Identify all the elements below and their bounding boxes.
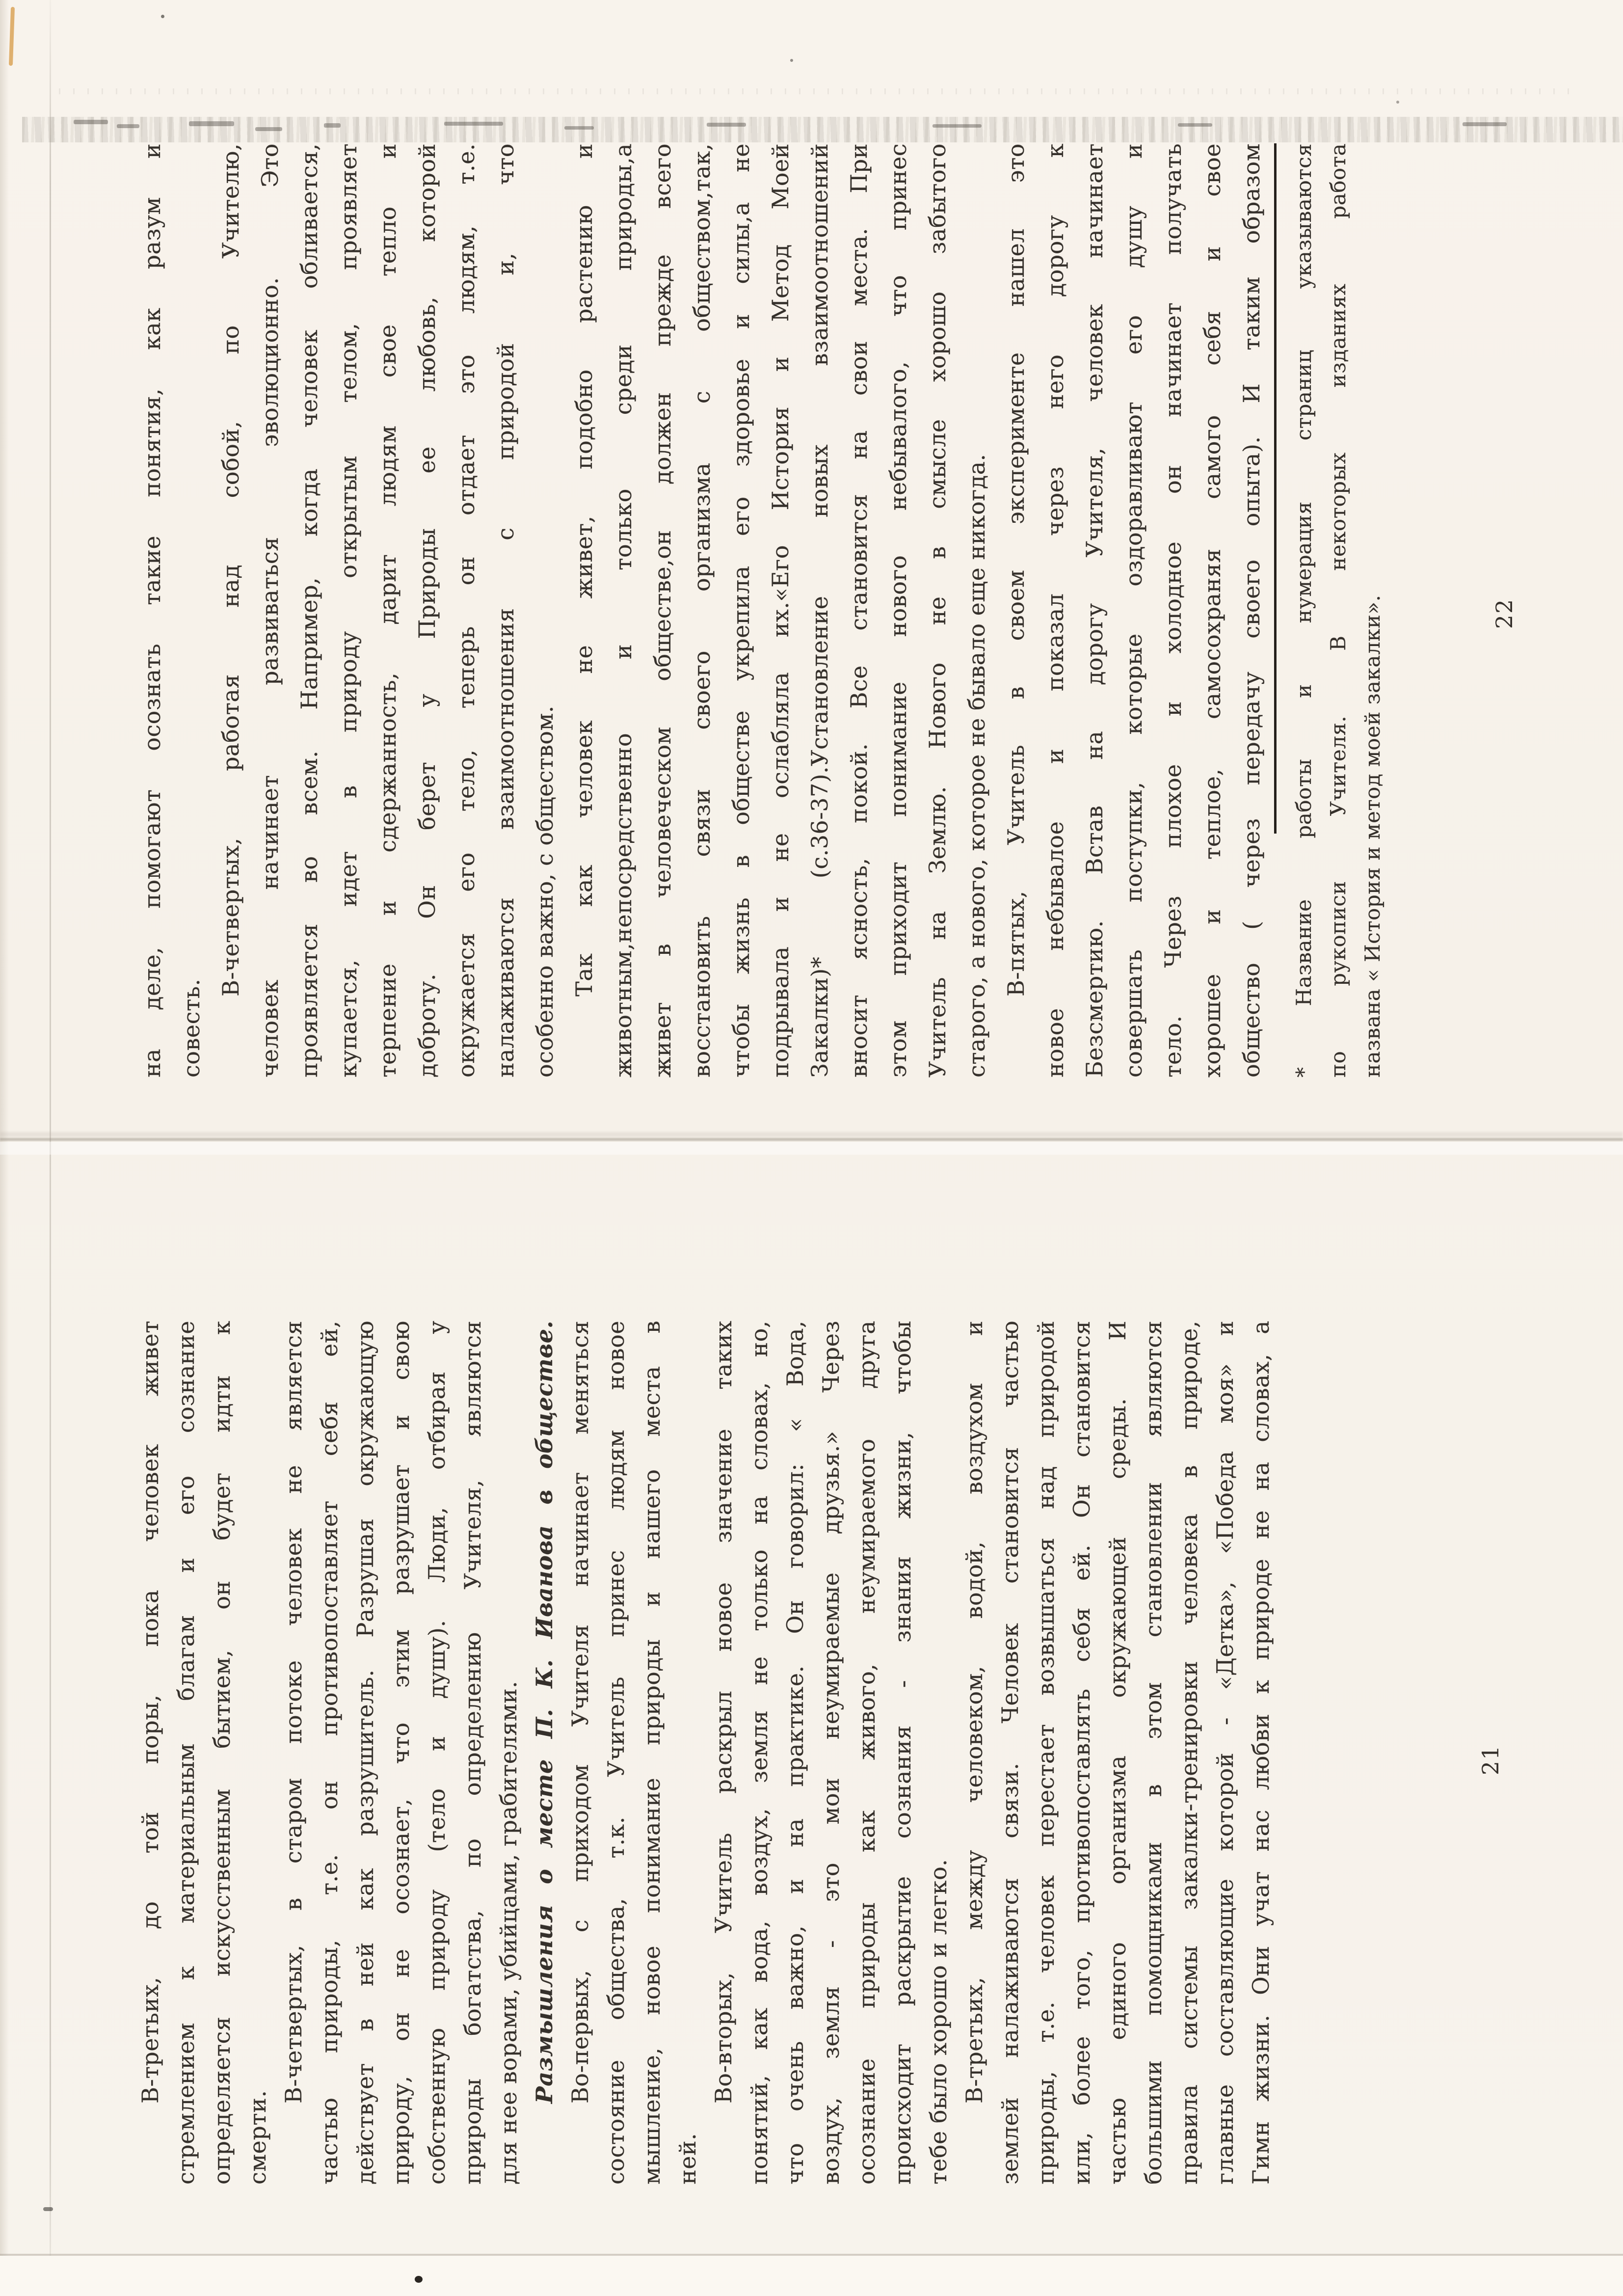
text-line: или, более того, противопоставлять себя ей. Он становится	[1068, 1321, 1095, 2185]
text-line: собственную природу (тело и душу). Люди, отбирая у	[424, 1321, 450, 2185]
text-line: ней.	[674, 2133, 701, 2185]
text-line: В-пятых, Учитель в своем эксперименте нашел это	[1003, 143, 1029, 997]
ink-speck	[161, 15, 164, 18]
fold-crease-horizontal	[0, 1132, 1623, 1137]
noise-dash	[117, 124, 139, 128]
text-line: для нее ворами, убийцами, грабителями.	[495, 1680, 522, 2185]
text-line: Во-вторых, Учитель раскрыл новое значение таких	[710, 1321, 737, 2104]
text-line: чтобы жизнь в обществе укрепила его здоровье и силы,а не	[728, 143, 754, 1078]
text-line: купается, идет в природу открытым телом, проявляет	[335, 143, 362, 1078]
text-line: главные составляющие которой - «Детка», «Победа моя» и	[1212, 1321, 1238, 2185]
text-line: осознание природы как живого, неумираемого друга	[853, 1321, 880, 2185]
ink-speck	[415, 2276, 423, 2283]
page-number-22: 22	[1491, 598, 1517, 629]
text-line: человек начинает развиваться эволюционно. Это	[257, 143, 283, 1078]
text-line: старого, а нового, которое не бывало еще никогда.	[963, 454, 990, 1078]
noise-dash	[444, 122, 503, 126]
text-line: доброту. Он берет у Природы ее любовь, которой	[414, 143, 440, 1078]
text-line: понятий, как вода, воздух, земля не только на словах, но,	[746, 1321, 772, 2185]
noise-dash	[564, 126, 594, 130]
page-22-footnote	[1287, 143, 1390, 1078]
text-line: происходит раскрытие сознания - знания жизни, чтобы	[889, 1321, 916, 2185]
text-line: проявляется во всем. Например, когда человек обливается,	[296, 143, 322, 1078]
text-line: этом приходит понимание нового небывалого, что принес	[885, 143, 911, 1078]
text-line: частью природы, т.е. он противопоставляет себя ей,	[316, 1321, 343, 2185]
text-line: землей налаживаются связи. Человек становится частью	[997, 1321, 1023, 2185]
text-line: Закалки)* (с.36-37).Установление новых взаимоотношений	[806, 143, 833, 1078]
ink-speck	[790, 59, 793, 62]
noise-dash	[1463, 122, 1507, 126]
noise-dash	[189, 121, 234, 126]
page-number-21: 21	[1477, 1744, 1504, 1776]
text-line: живет в человеческом обществе,он должен прежде всего	[649, 143, 676, 1078]
book-page-21	[133, 1281, 1536, 2239]
section-heading: Размышления о месте П. К. Иванова в обществе.	[531, 1321, 558, 2104]
noise-dash	[932, 124, 982, 128]
text-line: стремлением к материальным благам и его сознание	[173, 1321, 199, 2185]
page-21-text-column	[133, 1281, 1279, 2239]
text-line: природу, он не осознает, что этим разрушает и свою	[388, 1321, 414, 2185]
text-line: вносит ясность, покой. Все становится на свои места. При	[846, 143, 872, 1078]
text-line: В-третьих, до той поры, пока человек живет	[137, 1321, 163, 2104]
text-line: правила системы закалки-тренировки человека в природе,	[1176, 1321, 1202, 2185]
ink-speck	[1396, 101, 1399, 104]
text-line: Во-первых, с приходом Учителя начинает меняться	[567, 1321, 593, 2104]
text-line: тебе было хорошо и легко.	[925, 1859, 952, 2185]
text-line: названа « История и метод моей закалки».	[1360, 594, 1384, 1078]
edge-stain	[9, 7, 15, 66]
text-line: воздух, земля - это мои неумираемые друзья.» Через	[818, 1321, 844, 2185]
noise-dash	[1178, 123, 1212, 127]
text-line: совершать поступки, которые оздоравливают его душу и	[1120, 143, 1147, 1078]
photocopy-noise-row	[59, 88, 1580, 94]
text-line: особенно важно, с обществом.	[532, 705, 558, 1078]
rotated-page-21	[133, 1281, 1536, 2239]
noise-dash	[255, 127, 282, 131]
text-line: состояние общества, т.к. Учитель принес людям новое	[603, 1321, 629, 2185]
noise-dash	[324, 123, 341, 128]
fold-crease-horizontal	[0, 1138, 1623, 1141]
rotated-page-22	[133, 133, 1536, 1095]
text-line: природы, т.е. человек перестает возвышаться над природой	[1033, 1321, 1059, 2185]
ink-speck	[43, 2207, 53, 2211]
text-line: В-четвертых, работая над собой, по Учителю,	[217, 143, 244, 997]
text-line: совесть.	[178, 978, 205, 1078]
text-line: действует в ней как разрушитель. Разрушая окружающую	[352, 1321, 378, 2185]
text-line: Гимн жизни. Они учат нас любви к природе не на словах, а	[1248, 1321, 1274, 2185]
text-line: * Название работы и нумерация страниц указываются	[1292, 143, 1316, 1078]
text-line: определяется искусственным бытием, он будет идти к	[209, 1321, 235, 2185]
text-line: хорошее и теплое, самосохраняя самого себя и свое	[1199, 143, 1225, 1078]
text-line: на деле, помогают осознать такие понятия, как разум и	[139, 143, 165, 1078]
text-line: по рукописи Учителя. В некоторых изданиях работа	[1326, 143, 1350, 1078]
text-line: животным,непосредственно и только среди природы,а	[610, 143, 637, 1078]
text-line: смерти.	[244, 2090, 271, 2185]
text-line: природы богатства, по определению Учителя, являются	[459, 1321, 486, 2185]
noise-dash	[707, 123, 746, 127]
footnote-separator-line	[1274, 143, 1277, 834]
fold-crease-highlight	[0, 1142, 1623, 1155]
text-line: общество ( через передачу своего опыта). И таким образом	[1238, 143, 1265, 1078]
text-line: Так как человек не живет, подобно растению и	[571, 143, 597, 997]
text-line: частью единого организма окружающей среды. И	[1104, 1321, 1131, 2185]
noise-dash	[74, 120, 108, 124]
text-line: Учитель на Землю. Нового не в смысле хорошо забытого	[924, 143, 951, 1078]
text-line: В-третьих, между человеком, водой, воздухом и	[961, 1321, 987, 2104]
text-line: окружается его тело, теперь он отдает это людям, т.е.	[453, 143, 479, 1078]
sheet-bottom-margin	[0, 2256, 1623, 2296]
text-line: подрывала и не ослабляла их.«Его История и Метод Моей	[767, 143, 794, 1078]
page-22-text-column	[133, 133, 1271, 1095]
text-line: мышление, новое понимание природы и нашего места в	[639, 1321, 665, 2185]
text-line: В-четвертых, в старом потоке человек не является	[280, 1321, 307, 2104]
text-line: новое небывалое и показал через него дорогу к	[1042, 143, 1068, 1078]
text-line: терпение и сдержанность, дарит людям свое тепло и	[374, 143, 401, 1078]
text-line: большими помощниками в этом становлении являются	[1140, 1321, 1167, 2185]
text-line: восстановить связи своего организма с обществом,так,	[689, 143, 715, 1078]
book-page-22	[133, 133, 1536, 1095]
text-line: Безсмертию. Встав на дорогу Учителя, человек начинает	[1081, 143, 1108, 1078]
text-line: что очень важно, и на практике. Он говорил: « Вода,	[782, 1321, 808, 2185]
text-line: тело. Через плохое и холодное он начинает получать	[1160, 143, 1186, 1078]
text-line: налаживаются взаимоотношения с природой и, что	[492, 143, 519, 1078]
